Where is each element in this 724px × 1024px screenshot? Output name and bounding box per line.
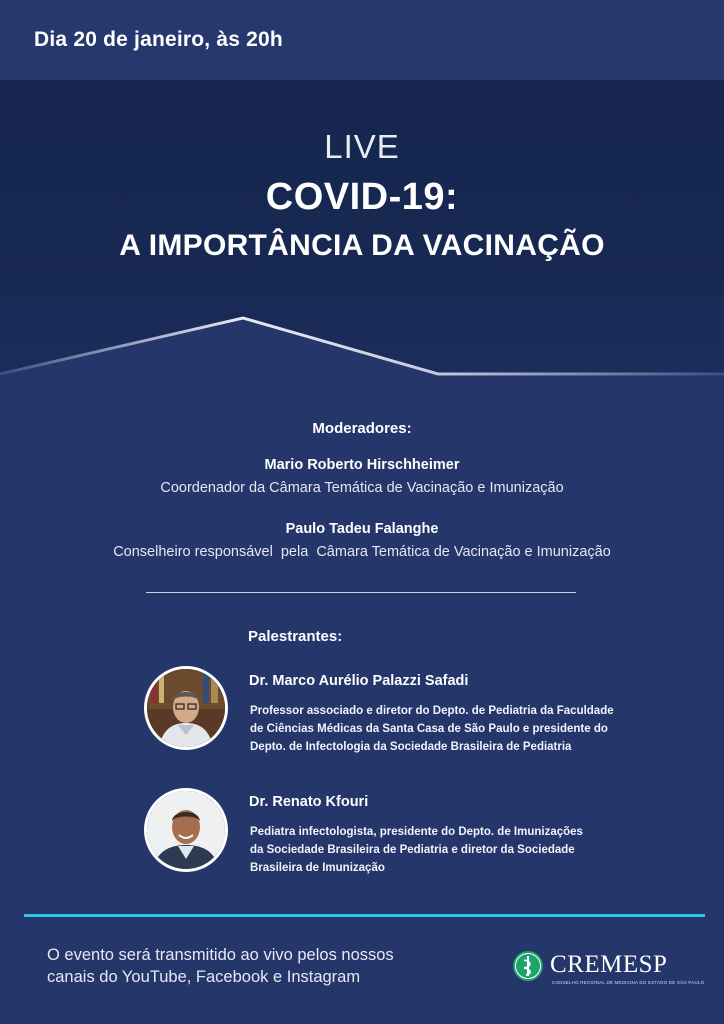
top-bar: [0, 0, 724, 80]
moderator-role: Conselheiro responsável pela Câmara Temática de Vacinação e Imunização: [113, 544, 611, 560]
logo-wordmark: CREMESP: [550, 951, 668, 978]
moderator-name: Mario Roberto Hirschheimer: [264, 457, 460, 473]
speaker-photo: [144, 788, 228, 872]
speaker-name: Dr. Renato Kfouri: [249, 794, 369, 810]
speaker-bio: Pediatra infectologista, presidente do Depto. de Imunizações da Sociedade Brasileira de Pediatria e diretor da Sociedade Brasileira de Imunização: [250, 826, 583, 874]
cremesp-logo: [512, 950, 705, 990]
title-line-1: COVID-19:: [265, 176, 459, 218]
section-divider: [146, 592, 576, 593]
speaker-name: Dr. Marco Aurélio Palazzi Safadi: [249, 673, 469, 689]
logo-subtitle: CONSELHO REGIONAL DE MEDICINA DO ESTADO DE SÃO PAULO: [552, 980, 705, 985]
event-date: Dia 20 de janeiro, às 20h: [34, 28, 283, 51]
speaker-bio: Professor associado e diretor do Depto. de Pediatria da Faculdade de Ciências Médicas da Santa Casa de São Paulo e presidente do Depto. de Infectologia da Sociedade Brasileira de Pediatria: [250, 705, 614, 753]
moderator-name: Paulo Tadeu Falanghe: [285, 521, 439, 537]
speakers-heading: Palestrantes:: [248, 628, 343, 645]
live-label: LIVE: [324, 128, 400, 165]
speaker-photo: [144, 666, 228, 750]
title-line-2: A IMPORTÂNCIA DA VACINAÇÃO: [119, 229, 605, 262]
hero-chevron-shape: [0, 300, 724, 410]
moderators-heading: Moderadores:: [312, 420, 412, 437]
broadcast-info: O evento será transmitido ao vivo pelos nossos canais do YouTube, Facebook e Instagram: [47, 946, 394, 986]
cremesp-emblem-icon: [512, 950, 544, 982]
footer-divider: [24, 914, 705, 917]
moderator-role: Coordenador da Câmara Temática de Vacinação e Imunização: [160, 480, 564, 496]
